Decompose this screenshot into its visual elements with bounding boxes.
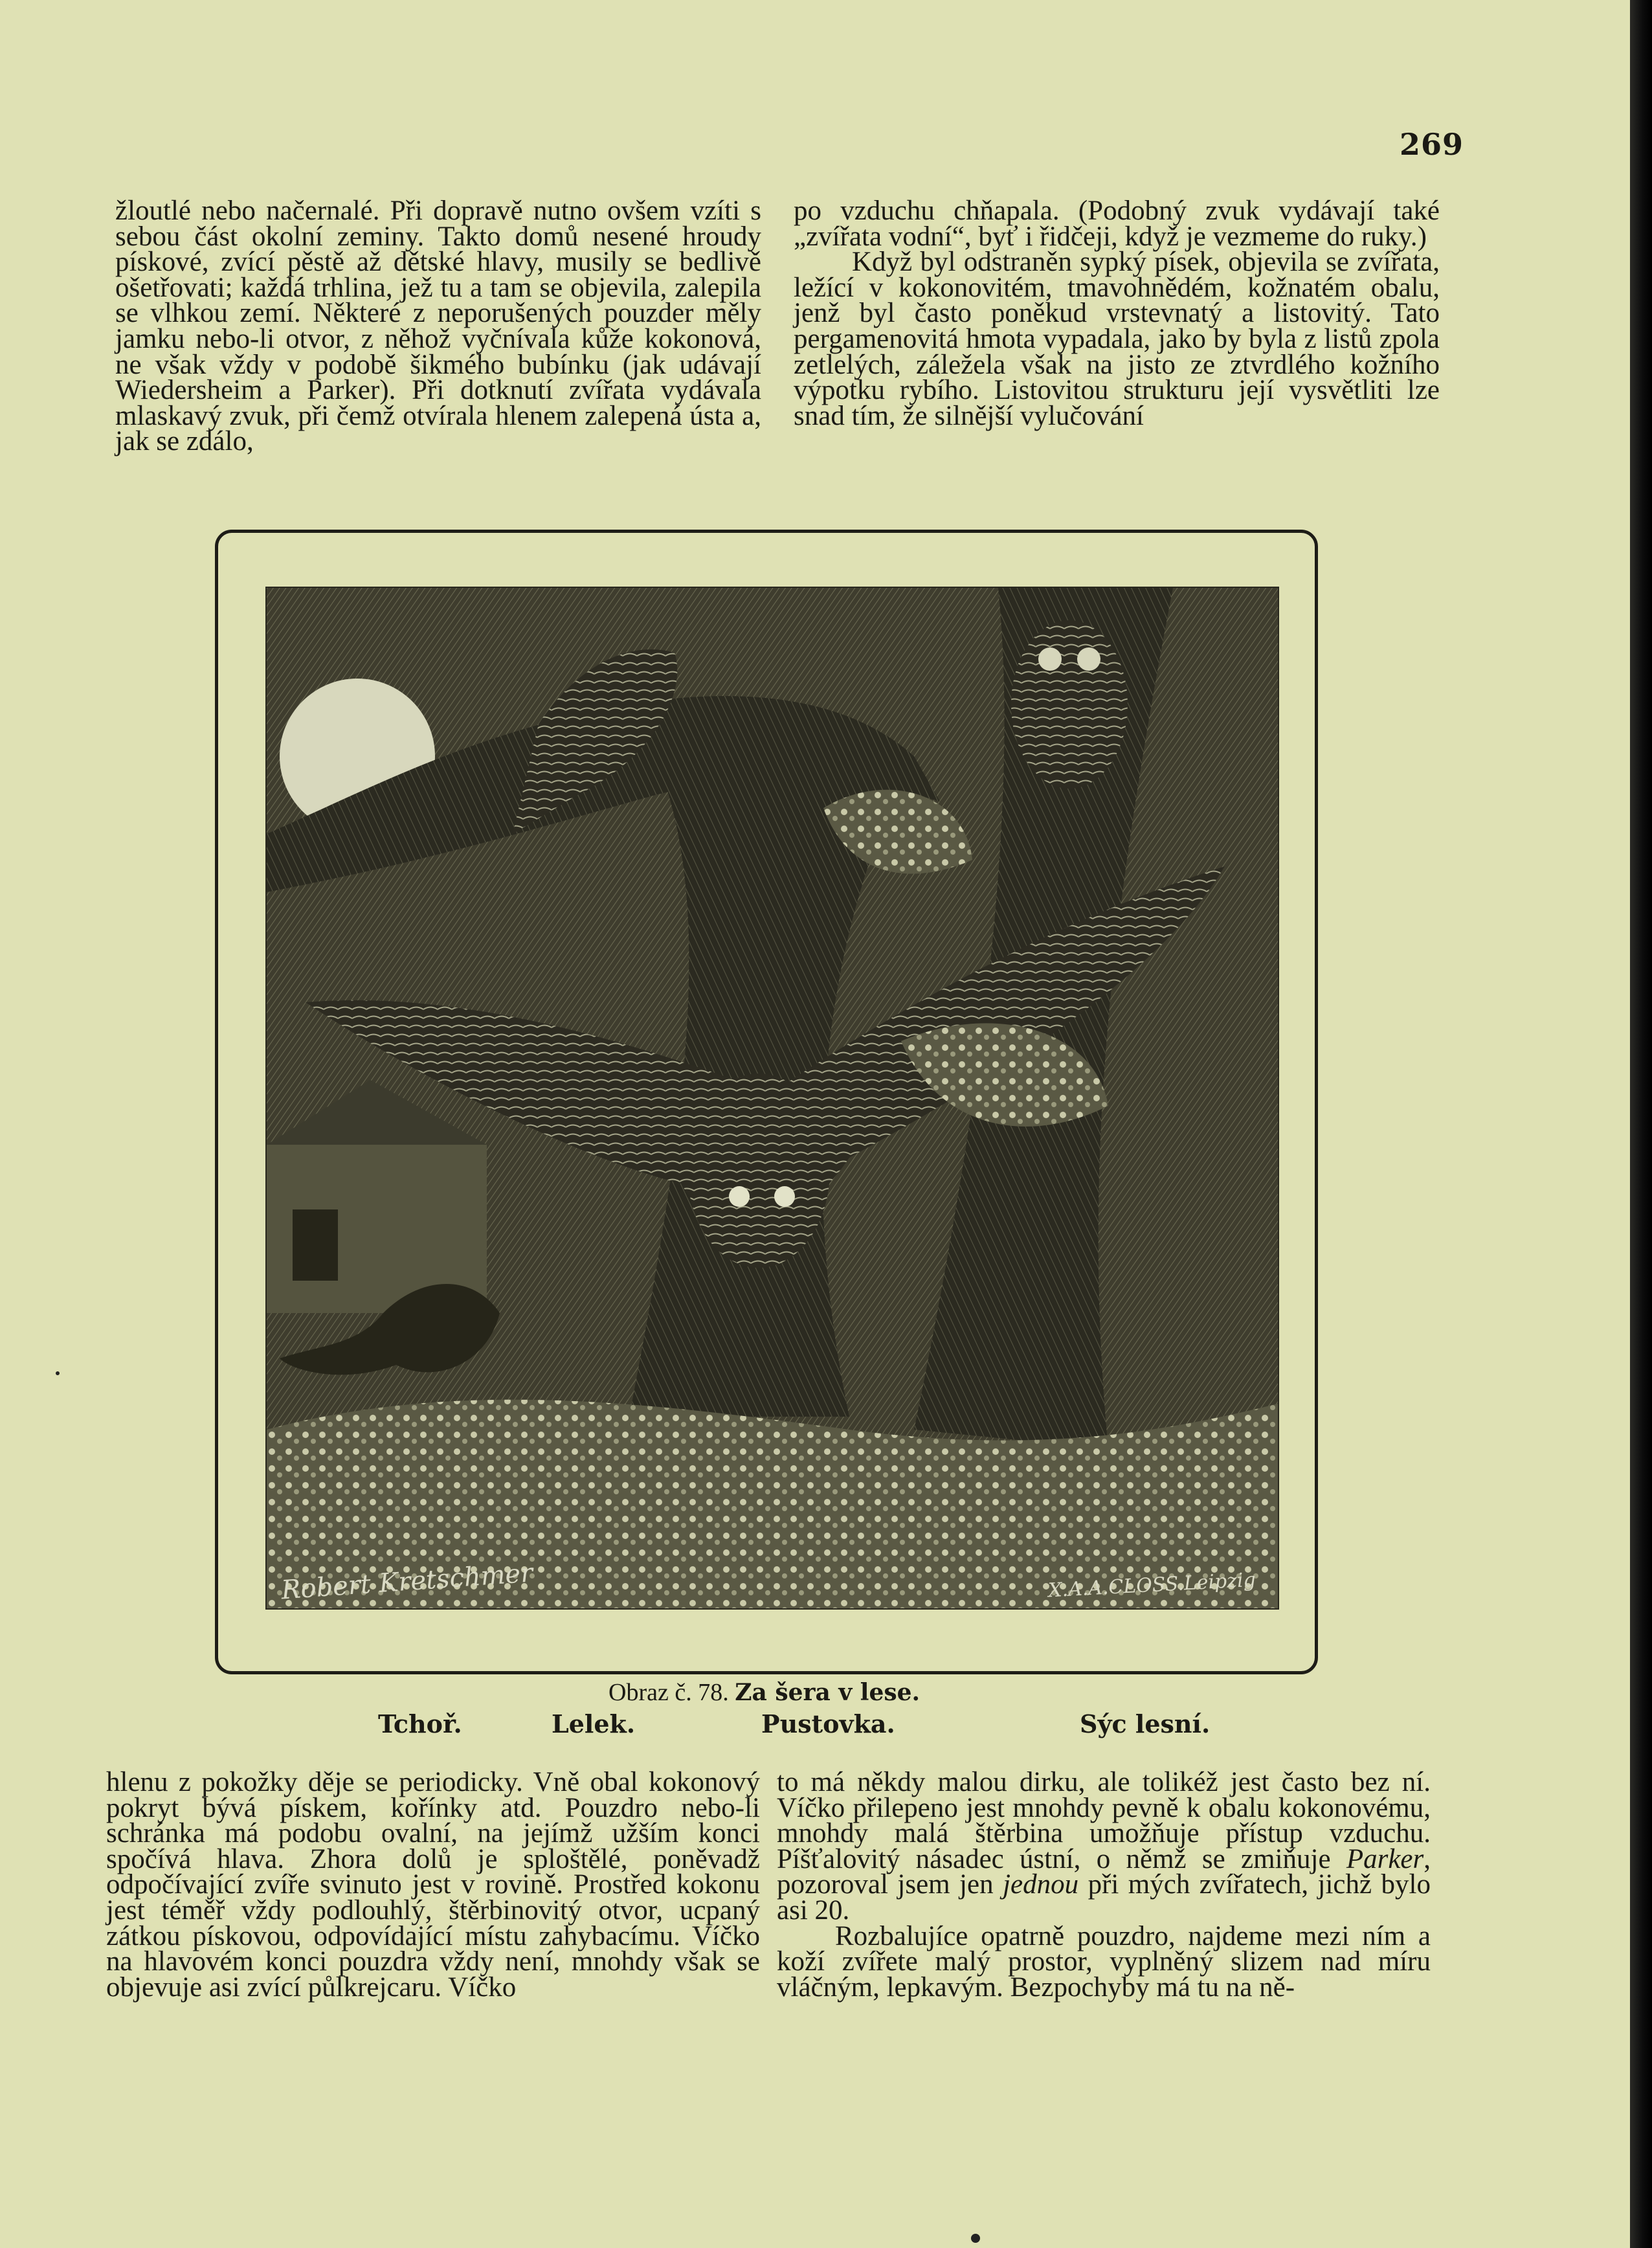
artist-signature: Robert Kretschmer [280, 1558, 534, 1606]
paragraph: Když byl odstraněn sypký písek, objevila se zvířata, ležící v kokonovitém, tmavohnědém, kožnatém obalu, jenž byl často poněkud vrstevnatý a listovitý. Tato pergamenovitá hmota vypadala, jako by byla z listů zpola zetlelých, záležela však na jisto ze ztvrdlého kožního výpotku rybího. Listovitou strukturu její vysvětliti lze snad tím, že silnější vylučování [794, 247, 1440, 431]
engraver-signature: X.A.A.CLOSS.Leipzig [1047, 1568, 1256, 1602]
paper-speck [971, 2234, 980, 2243]
paragraph: žloutlé nebo načernalé. Při dopravě nutno ovšem vzíti s sebou část okolní zeminy. Takto domů nesené hroudy pískové, zvící pěstě až dětské hlavy, musily se bedlivě ošetřovati; každá trhlina, jež tu a tam se objevila, zalepila se vlhkou zemí. Některé z neporušených pouzder měly jamku nebo-li otvor, z něhož vyčnívala kůže kokonová, ne však vždy v podobě šikmého bubínku (jak udávají Wiedersheim a Parker). Při dotknutí zvířata vydávala mlaskavý zvuk, při čemž otvírala hlenem zalepená ústa a, jak se zdálo, [115, 196, 761, 457]
flying-owl-eye-left [729, 1186, 750, 1207]
text-run: , pozoroval jsem jen [777, 1843, 1431, 1900]
flying-owl-eye-right [774, 1186, 795, 1207]
text-column-bottom-right [777, 1767, 1431, 2003]
paragraph: hlenu z pokožky děje se periodicky. Vně obal kokonový pokryt bývá pískem, kořínky atd. Pouzdro nebo-li schránka má podobu ovalní, na jejímž užším konci spočívá hlava. Zhora dolů je sploštělé, poněvadž odpočívající zvíře svinuto jest v rovině. Prostřed kokonu jest téměř vždy podlouhlý, štěrbinovitý otvor, ucpaný zátkou pískovou, odpovídající místu zahybacímu. Víčko na hlavovém konci pouzdra vždy není, mnohdy však se objevuje asi zvící půlkrejcaru. Víčko [106, 1767, 760, 2003]
paper-speck [56, 1371, 60, 1375]
author-name: Parker [1346, 1843, 1424, 1874]
text-column-top-right [794, 198, 1440, 429]
caption-title: Za šera v lese. [735, 1679, 921, 1706]
text-run: to má někdy malou dirku, ale tolikéž jest často bez ní. Víčko přilepeno jest mnohdy pevně k obalu kokonovému, mnohdy malá štěrbina umožňuje přístup vzduchu. Píšťalovitý násadec ústní, o němž se zmiňuje [777, 1767, 1431, 1874]
text-run: při mých zvířatech, jichž bylo asi 20. [777, 1869, 1431, 1926]
scan-edge [1630, 0, 1652, 2248]
text-column-bottom-left [106, 1767, 760, 2003]
engraving-illustration [265, 587, 1279, 1610]
tawny-owl-perched [1011, 620, 1128, 789]
engraving-drawing [267, 588, 1278, 1608]
page-number: 269 [1400, 127, 1464, 162]
flying-owl-body [687, 1073, 830, 1268]
figure-label: Lelek. [552, 1709, 636, 1738]
figure-label: Pustovka. [761, 1709, 895, 1738]
paragraph: po vzduchu chňapala. (Podobný zvuk vydávají také „zvířata vodní“, byť i řidčeji, když je vezmeme do ruky.) [794, 196, 1440, 252]
farmhouse-door [293, 1209, 338, 1281]
paragraph: Rozbalujíce opatrně pouzdro, najdeme mezi ním a koží zvířete malý prostor, vyplněný slizem nad míru vláčným, lepkavým. Bezpochyby má tu na ně- [777, 1920, 1431, 2003]
figure-label: Tchoř. [378, 1709, 462, 1738]
figure-label: Sýc lesní. [1080, 1709, 1211, 1738]
emphasis: jednou [1003, 1869, 1079, 1900]
caption-prefix: Obraz č. 78. [608, 1679, 729, 1706]
paragraph [777, 1767, 1431, 1926]
text-column-top-left [115, 198, 761, 455]
owl-eye-right [1077, 647, 1100, 671]
owl-eye-left [1038, 647, 1062, 671]
figure-caption [608, 1678, 920, 1707]
